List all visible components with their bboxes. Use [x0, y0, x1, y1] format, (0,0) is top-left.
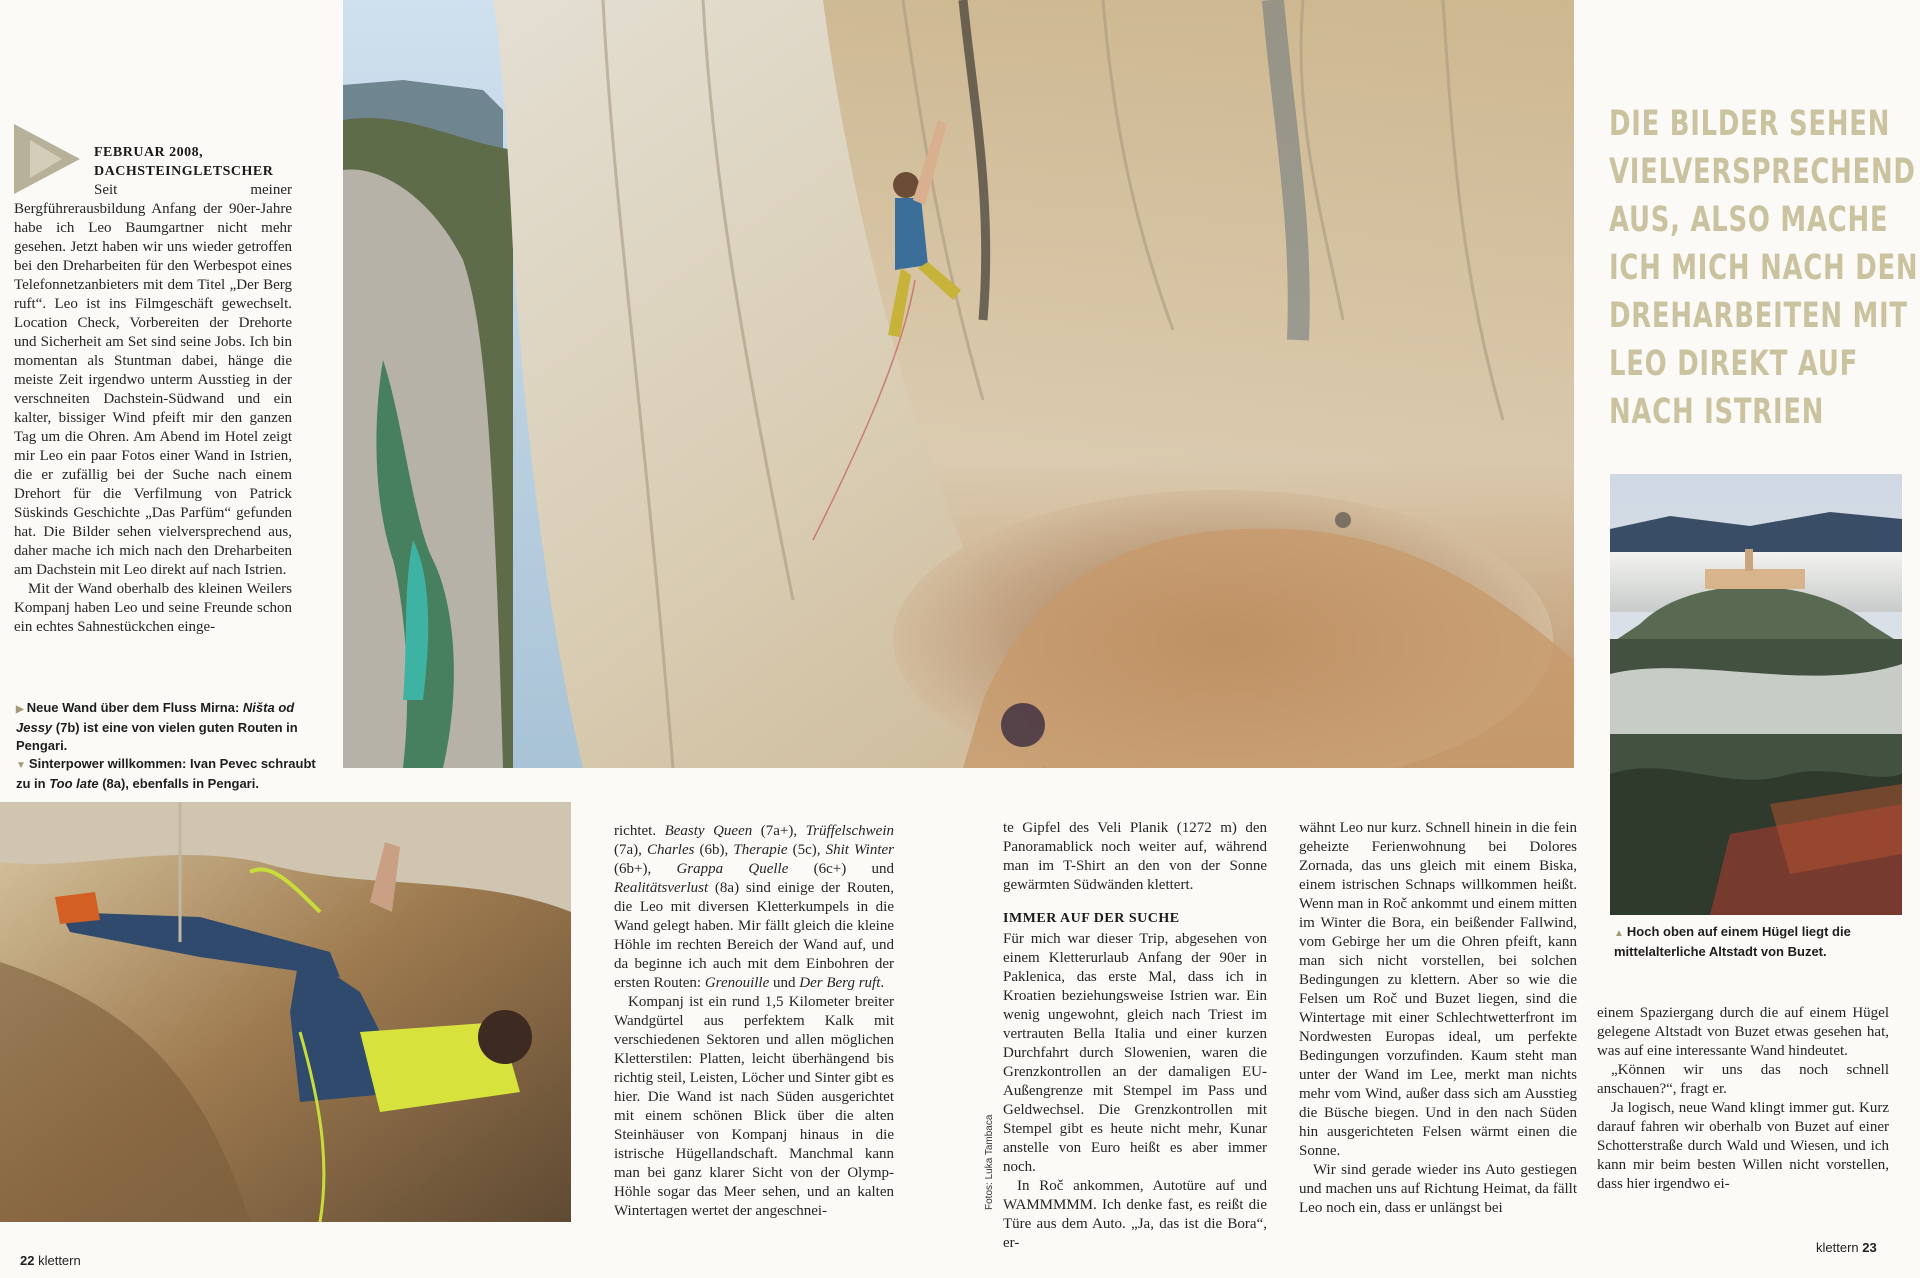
main-cliff-photo — [343, 0, 1574, 768]
body-column-b — [1003, 819, 1267, 1253]
column-a-paragraph-2: Kompanj ist ein rund 1,5 Kilometer breiter Wandgürtel aus perfektem Kalk mit verschiedenen Sektoren und allen möglichen Kletterstilen: Platten, leicht überhängend bis richtig steil, Leisten, Löcher und Sinter gibt es hier. Die Wand ist nach Süden ausgerichtet mit einem schönen Blick über die alten Steinhäuser von Kompanj hinaus in die istrische Hügellandschaft. Manchmal kann man bei ganz klarer Sicht von der Olymp-Höhle sogar das Meer sehen, und an kalten Wintertagen wertet der angeschnei- — [614, 994, 894, 1219]
small-triangle-icon: ▼ — [16, 760, 26, 771]
body-column-d — [1597, 1004, 1889, 1194]
pull-quote-line: DREHARBEITEN MIT — [1609, 296, 1908, 336]
section-heading: IMMER AUF DER SUCHE — [1003, 911, 1180, 926]
column-d-paragraph-3: Ja logisch, neue Wand klingt immer gut. Kurz darauf fahren wir oberhalb von Buzet auf einer Schotterstraße durch Wald und Wiesen, und ich kann mir beim besten Willen nicht vorstellen, dass hier irgendwo ei- — [1597, 1100, 1889, 1192]
buzet-photo-caption: ▲ Hoch oben auf einem Hügel liegt die mittelalterliche Altstadt von Buzet. — [1614, 924, 1851, 959]
right-page-number: 23 — [1862, 1240, 1877, 1255]
column-b-paragraph-1: te Gipfel des Veli Planik (1272 m) den Panoramablick noch weiter auf, während man im T-Shirt an den von der Sonne gewärmten Südwänden klettert. — [1003, 820, 1267, 893]
column-c-paragraph-2: Wir sind gerade wieder ins Auto gestiegen und machen uns auf Richtung Heimat, da fällt Leo noch ein, dass er unlängst bei — [1299, 1162, 1577, 1216]
pull-quote-line: NACH ISTRIEN — [1609, 392, 1825, 432]
overhang-climber-photo — [0, 802, 571, 1222]
column-b-paragraph-2: Für mich war dieser Trip, abgesehen von einem Kletterurlaub Anfang der 90er in Paklenica, das erste Mal, dass ich in Kroatien beziehungsweise Istrien war. Ein wenig ungewohnt, gleich nach Triest im vertrauten Bella Italia und einer kurzen Durchfahrt durch Slowenien, waren die Grenzkontrollen an der damaligen EU-Außengrenze mit Stempel im Pass und Geldwechsel. Die Grenzkontrollen mit Stempel gibt es heute nicht mehr, Kunar anstelle von Euro heißt es aber immer noch. — [1003, 931, 1267, 1175]
main-photo-caption-text: ▶ Neue Wand über dem Fluss Mirna: Ništa od Jessy (7b) ist eine von vielen guten Routen in Pengari. — [16, 700, 298, 753]
column-c-paragraph-1: wähnt Leo nur kurz. Schnell hinein in die fein geheizte Ferienwohnung bei Dolores Zornada, das uns gleich mit einem Biska, einem istrischen Schnaps willkommen heißt. Wenn man in Roč ankommt und einem mitten im Winter die Bora, ein beißender Fallwind, vom Gebirge her um die Ohren pfeift, kann man sich nicht vorstellen, bei solchen Bedingungen zu klettern. Aber so wie die Felsen um Roč und Buzet liegen, sind die Wintertage mit einer Schlechtwetterfront im Nordwesten Europas ideal, um perfekte Bedingungen vorzufinden. Kaum steht man unter der Wand im Lee, merkt man nichts mehr vom Wind, außer dass sich am Ausstieg die Büsche biegen. Und in den nach Süden hin ausgerichteten Felsen wärmt einen die Sonne. — [1299, 820, 1577, 1159]
pull-quote-line: VIELVERSPRECHEND — [1609, 152, 1916, 192]
right-magazine-name: klettern — [1816, 1240, 1859, 1255]
pull-quote-line: AUS, ALSO MACHE — [1609, 200, 1889, 240]
buzet-town-photo — [1610, 474, 1902, 915]
column-b-paragraph-3: In Roč ankommen, Autotüre auf und WAMMMMM. Ich denke fast, es reißt die Türe aus dem Auto. „Ja, das ist die Bora“, er- — [1003, 1178, 1267, 1251]
photo-credit: Fotos: Luka Tambaca — [984, 1114, 995, 1210]
left-page-folio — [20, 1253, 81, 1268]
intro-heading-line1: FEBRUAR 2008, — [94, 145, 204, 160]
second-photo-caption-text: ▼ Sinterpower willkommen: Ivan Pevec schraubt zu in Too late (8a), ebenfalls in Pengari. — [16, 756, 316, 791]
intro-paragraph-1: Seit meiner Bergführerausbildung Anfang der 90er-Jahre habe ich Leo Baumgartner nicht mehr gesehen. Jetzt haben wir uns wieder getroffen bei den Dreharbeiten für den Werbespot eines Telefonnetzanbieters mit dem Titel „Der Berg ruft“. Leo ist ins Filmgeschäft gewechselt. Location Check, Vorbereiten der Drehorte und Sicherheit am Set sind seine Jobs. Ich bin momentan als Stuntman dabei, hänge die meiste Zeit irgendwo unterm Ausstieg in der verschneiten Dachstein-Südwand und ein kalter, bissiger Wind pfeift mir den ganzen Tag um die Ohren. Am Abend im Hotel zeigt mir Leo ein paar Fotos einer Wand in Istrien, die er zufällig bei der Suche nach einem Drehort für die Verfilmung von Patrick Süskinds Geschichte „Das Parfüm“ gefunden hat. Die Bilder sehen vielversprechend aus, daher mache ich mich nach den Dreharbeiten am Dachstein mit Leo direkt auf nach Istrien. — [14, 182, 292, 578]
column-d-paragraph-1: einem Spaziergang durch die auf einem Hügel gelegene Altstadt von Buzet etwas gesehen hat, was auf eine interessante Wand hindeutet. — [1597, 1005, 1889, 1059]
small-triangle-icon: ▶ — [16, 704, 24, 715]
body-column-c — [1299, 819, 1577, 1218]
column-a-paragraph-1: richtet. Beasty Queen (7a+), Trüffelschwein (7a), Charles (6b), Therapie (5c), Shit Winter (6b+), Grappa Quelle (6c+) und Realitätsverlust (8a) sind einige der Routen, die Leo mit diversen Kletterkumpels in die Wand gelegt haben. Mir fällt gleich die kleine Höhle im rechten Bereich der Wand auf, und da beginne ich auch mit dem Einbohren der ersten Routen: Grenouille und Der Berg ruft. — [614, 823, 895, 991]
intro-paragraph-2: Mit der Wand oberhalb des kleinen Weilers Kompanj haben Leo und seine Freunde schon ein echtes Sahnestückchen einge- — [14, 581, 292, 635]
pull-quote-line: LEO DIREKT AUF — [1609, 344, 1859, 384]
column-d-paragraph-2: „Können wir uns das noch schnell anschauen?“, fragt er. — [1597, 1062, 1889, 1097]
intro-heading-line2: DACHSTEINGLETSCHER — [94, 164, 274, 179]
left-magazine-name: klettern — [38, 1253, 81, 1268]
small-triangle-icon: ▲ — [1614, 928, 1624, 939]
pull-quote-line: ICH MICH NACH DEN — [1609, 248, 1919, 288]
left-page-number: 22 — [20, 1253, 35, 1268]
intro-heading — [94, 143, 273, 181]
main-photo-caption — [16, 699, 328, 793]
right-page-folio — [1816, 1240, 1877, 1255]
pull-quote-line: DIE BILDER SEHEN — [1609, 104, 1891, 144]
body-column-a — [614, 822, 894, 1221]
intro-column — [14, 181, 292, 637]
pull-quote — [1609, 100, 1918, 436]
